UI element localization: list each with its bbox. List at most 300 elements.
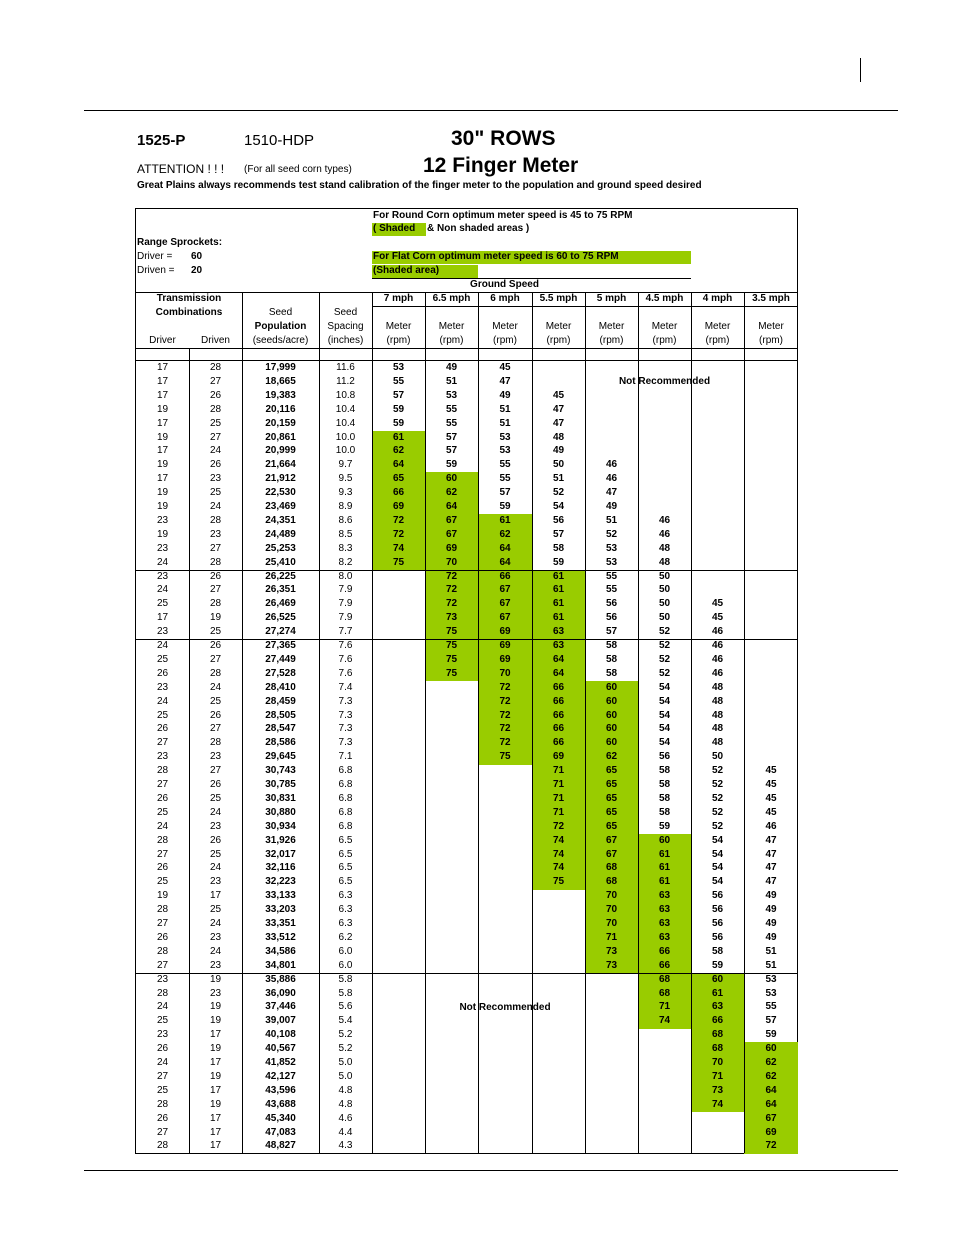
cell-driver: 25 <box>156 709 169 721</box>
cell-rpm: 62 <box>499 528 511 540</box>
cell-rpm: 56 <box>711 931 724 943</box>
model-a: 1525-P <box>137 132 186 149</box>
cell-rpm: 67 <box>499 584 511 596</box>
table-row <box>136 597 798 611</box>
cell-driven: 19 <box>209 973 222 985</box>
cell-driver: 19 <box>156 487 169 499</box>
speed-heading: 4.5 mph <box>645 293 684 304</box>
cell-rpm: 57 <box>605 626 618 638</box>
cell-spacing: 7.9 <box>338 612 353 624</box>
cell-spacing: 5.2 <box>338 1043 353 1055</box>
cell-rpm: 47 <box>765 848 777 860</box>
cell-rpm: 60 <box>605 695 618 707</box>
model-b: 1510-HDP <box>244 132 315 149</box>
cell-spacing: 5.4 <box>338 1015 353 1027</box>
cell-driver: 23 <box>156 570 169 582</box>
cell-rpm: 46 <box>711 653 724 665</box>
cell-population: 19,383 <box>265 389 296 401</box>
table-row <box>136 1098 798 1112</box>
cell-population: 21,912 <box>265 473 296 485</box>
cell-driver: 19 <box>156 459 169 471</box>
cell-rpm: 59 <box>711 959 724 971</box>
cell-spacing: 10.4 <box>335 417 356 429</box>
rpm-heading: (rpm) <box>439 335 464 346</box>
table-row <box>136 861 798 875</box>
cell-rpm: 60 <box>605 681 618 693</box>
cell-driven: 19 <box>209 1015 222 1027</box>
cell-driver: 19 <box>156 528 169 540</box>
cell-driver: 27 <box>156 737 169 749</box>
header-top-rule <box>136 292 798 293</box>
cell-driven: 17 <box>209 1112 222 1124</box>
table-row <box>136 834 798 848</box>
table-row <box>136 458 798 472</box>
table-row <box>136 973 798 987</box>
cell-driven: 25 <box>209 904 222 916</box>
cell-rpm: 55 <box>445 417 458 429</box>
cell-rpm: 52 <box>605 528 618 540</box>
cell-rpm: 72 <box>765 1140 777 1152</box>
cell-population: 26,351 <box>265 584 296 596</box>
cell-driver: 23 <box>156 626 169 638</box>
meter-heading: Meter <box>492 321 518 332</box>
cell-spacing: 7.1 <box>338 751 353 763</box>
cell-driven: 24 <box>209 681 222 693</box>
cell-rpm: 70 <box>605 918 618 929</box>
cell-spacing: 7.4 <box>338 681 353 693</box>
cell-rpm: 63 <box>552 626 565 638</box>
cell-rpm: 49 <box>765 890 777 902</box>
cell-rpm: 72 <box>392 528 405 540</box>
cell-spacing: 8.2 <box>338 556 353 568</box>
meter-heading: Meter <box>545 321 572 332</box>
cell-rpm: 59 <box>499 501 511 512</box>
table-row <box>136 542 798 556</box>
cell-spacing: 7.6 <box>338 640 353 651</box>
cell-rpm: 71 <box>605 931 618 943</box>
cell-rpm: 47 <box>765 876 777 888</box>
cell-population: 27,449 <box>265 653 296 665</box>
cell-driver: 28 <box>156 834 169 846</box>
cell-rpm: 54 <box>658 723 671 735</box>
cell-rpm: 62 <box>765 1070 777 1082</box>
cell-rpm: 72 <box>445 570 458 582</box>
cell-rpm: 51 <box>765 959 777 971</box>
cell-spacing: 6.3 <box>338 918 353 929</box>
cell-driven: 25 <box>209 626 222 638</box>
cell-rpm: 46 <box>711 640 724 651</box>
cell-population: 20,999 <box>265 445 296 457</box>
cell-population: 23,469 <box>265 501 296 512</box>
cell-spacing: 6.8 <box>338 765 353 777</box>
rpm-heading: (rpm) <box>493 335 517 346</box>
cell-rpm: 63 <box>552 640 565 651</box>
cell-rpm: 49 <box>445 362 458 373</box>
cell-driven: 23 <box>209 959 222 971</box>
cell-rpm: 54 <box>658 681 671 693</box>
legend-shaded: ( Shaded <box>373 223 416 234</box>
cell-population: 20,116 <box>265 403 296 415</box>
cell-rpm: 50 <box>552 459 565 471</box>
cell-rpm: 57 <box>445 431 458 443</box>
driven-sprocket-label: Driven = <box>137 265 175 276</box>
cell-driver: 28 <box>156 904 169 916</box>
table-row <box>136 959 798 973</box>
meter-heading: Meter <box>438 321 465 332</box>
cell-rpm: 67 <box>445 514 458 526</box>
rpm-heading: (rpm) <box>546 335 571 346</box>
cell-driver: 27 <box>156 1070 169 1082</box>
cell-rpm: 57 <box>552 528 565 540</box>
cell-rpm: 56 <box>711 904 724 916</box>
cell-rpm: 56 <box>711 890 724 902</box>
cell-rpm: 52 <box>552 487 565 499</box>
cell-spacing: 11.2 <box>336 375 355 387</box>
cell-driven: 28 <box>209 514 222 526</box>
driver-heading: Driver <box>149 335 176 346</box>
table-row <box>136 472 798 486</box>
cell-rpm: 71 <box>552 806 565 818</box>
cell-population: 32,223 <box>265 876 296 888</box>
cell-rpm: 75 <box>392 556 405 568</box>
cell-rpm: 53 <box>499 445 511 457</box>
cell-rpm: 51 <box>499 403 511 415</box>
cell-spacing: 4.3 <box>338 1140 353 1152</box>
cell-rpm: 64 <box>765 1098 777 1110</box>
cell-driver: 26 <box>156 667 169 679</box>
cell-rpm: 66 <box>552 681 565 693</box>
legend-non-shaded: & Non shaded areas ) <box>427 223 530 234</box>
cell-spacing: 6.5 <box>338 848 353 860</box>
speed-heading: 6 mph <box>490 293 520 304</box>
cell-rpm: 50 <box>658 612 671 624</box>
seed-spacing-heading-2: Spacing <box>327 321 364 332</box>
cell-spacing: 7.3 <box>338 737 353 749</box>
cell-driver: 28 <box>156 1098 169 1110</box>
meter-heading: Meter <box>704 321 731 332</box>
cell-population: 20,861 <box>265 431 296 443</box>
cell-rpm: 46 <box>658 528 671 540</box>
cell-rpm: 52 <box>658 640 671 651</box>
cell-driven: 26 <box>209 709 222 721</box>
cell-rpm: 47 <box>765 862 777 874</box>
cell-rpm: 51 <box>552 473 565 485</box>
rpm-heading: (rpm) <box>705 335 730 346</box>
cell-rpm: 47 <box>605 487 618 499</box>
table-row <box>136 1126 798 1140</box>
cell-rpm: 64 <box>445 501 458 512</box>
cell-population: 30,785 <box>265 779 296 790</box>
cell-rpm: 46 <box>711 626 724 638</box>
cell-population: 42,127 <box>265 1070 296 1082</box>
legend-flat-corn: For Flat Corn optimum meter speed is 60 to 75 RPM <box>373 251 619 262</box>
cell-driver: 23 <box>156 1029 169 1041</box>
cell-spacing: 8.5 <box>338 528 353 540</box>
cell-population: 20,159 <box>265 417 296 429</box>
cell-rpm: 69 <box>499 653 511 665</box>
table-row <box>136 639 798 653</box>
cell-spacing: 6.8 <box>338 806 353 818</box>
table-row <box>136 806 798 820</box>
cell-rpm: 75 <box>499 751 511 763</box>
cell-population: 30,934 <box>265 820 296 832</box>
cell-population: 26,225 <box>265 570 296 582</box>
cell-rpm: 72 <box>499 737 511 749</box>
table-row <box>136 431 798 445</box>
cell-rpm: 70 <box>499 667 511 679</box>
cell-driven: 19 <box>209 1001 222 1013</box>
cell-rpm: 64 <box>552 653 565 665</box>
cell-rpm: 71 <box>552 779 565 790</box>
cell-rpm: 68 <box>605 876 618 888</box>
cell-rpm: 58 <box>658 765 671 777</box>
cell-spacing: 4.6 <box>338 1112 353 1124</box>
cell-driver: 28 <box>156 765 169 777</box>
cell-rpm: 63 <box>711 1001 724 1013</box>
cell-rpm: 54 <box>552 501 565 512</box>
cell-rpm: 52 <box>658 626 671 638</box>
table-row <box>136 750 798 764</box>
cell-driven: 17 <box>209 890 222 902</box>
cell-rpm: 55 <box>445 403 458 415</box>
cell-rpm: 66 <box>552 695 565 707</box>
speed-heading: 5 mph <box>596 293 627 304</box>
cell-driver: 24 <box>156 695 169 707</box>
title-meter: 12 Finger Meter <box>423 154 579 177</box>
table-row <box>136 1112 798 1126</box>
cell-driver: 28 <box>156 945 169 957</box>
cell-rpm: 53 <box>605 542 618 554</box>
cell-rpm: 68 <box>711 1043 724 1055</box>
cell-rpm: 66 <box>658 959 671 971</box>
cell-population: 34,801 <box>265 959 296 971</box>
cell-driven: 27 <box>209 584 222 596</box>
table-row <box>136 695 798 709</box>
cell-driven: 17 <box>209 1029 222 1041</box>
cell-spacing: 4.8 <box>338 1098 353 1110</box>
cell-rpm: 60 <box>445 473 458 485</box>
table-row <box>136 653 798 667</box>
cell-spacing: 8.3 <box>338 542 353 554</box>
cell-rpm: 46 <box>711 667 724 679</box>
cell-rpm: 69 <box>445 542 458 554</box>
cell-rpm: 72 <box>552 820 565 832</box>
table-row <box>136 667 798 681</box>
table-row <box>136 1070 798 1084</box>
cell-rpm: 66 <box>499 570 511 582</box>
cell-rpm: 65 <box>605 792 618 804</box>
cell-population: 28,547 <box>265 723 296 735</box>
table-row <box>136 1139 798 1153</box>
cell-rpm: 47 <box>552 403 565 415</box>
meter-heading: Meter <box>385 321 412 332</box>
cell-rpm: 58 <box>658 779 671 790</box>
cell-rpm: 45 <box>552 389 565 401</box>
cell-rpm: 73 <box>605 959 618 971</box>
cell-population: 40,567 <box>265 1043 296 1055</box>
cell-spacing: 7.3 <box>338 723 353 735</box>
cell-rpm: 71 <box>552 792 565 804</box>
table-row <box>136 889 798 903</box>
cell-population: 48,827 <box>265 1140 296 1152</box>
cell-spacing: 9.5 <box>338 473 353 485</box>
rpm-heading: (rpm) <box>759 335 783 346</box>
cell-rpm: 61 <box>658 862 671 874</box>
cell-driven: 23 <box>209 528 222 540</box>
cell-driver: 24 <box>156 1057 169 1068</box>
cell-rpm: 68 <box>658 973 671 985</box>
cell-spacing: 5.2 <box>338 1029 353 1041</box>
cell-rpm: 66 <box>552 723 565 735</box>
table-row <box>136 1014 798 1028</box>
cell-rpm: 64 <box>392 459 405 471</box>
cell-rpm: 59 <box>392 417 405 429</box>
cell-rpm: 46 <box>605 459 618 471</box>
page-marker-line <box>860 58 861 82</box>
cell-rpm: 66 <box>552 737 565 749</box>
cell-rpm: 66 <box>392 487 405 499</box>
cell-rpm: 65 <box>392 473 405 485</box>
cell-rpm: 70 <box>605 890 618 902</box>
cell-spacing: 5.6 <box>338 1001 353 1013</box>
cell-driver: 19 <box>156 501 169 512</box>
cell-rpm: 49 <box>765 904 777 916</box>
cell-rpm: 52 <box>711 765 724 777</box>
cell-population: 27,365 <box>265 640 296 651</box>
cell-rpm: 67 <box>445 528 458 540</box>
table-row <box>136 556 798 570</box>
cell-spacing: 5.8 <box>338 973 353 985</box>
cell-population: 17,999 <box>265 362 296 373</box>
cell-spacing: 7.7 <box>338 626 353 638</box>
cell-rpm: 66 <box>658 945 671 957</box>
cell-rpm: 60 <box>765 1043 777 1055</box>
cell-population: 43,688 <box>265 1098 296 1110</box>
cell-rpm: 56 <box>605 612 618 624</box>
cell-spacing: 5.0 <box>338 1057 353 1068</box>
cell-driven: 24 <box>209 445 222 457</box>
table-row <box>136 903 798 917</box>
cell-rpm: 64 <box>499 542 511 554</box>
cell-population: 18,665 <box>265 375 296 387</box>
cell-rpm: 58 <box>605 667 618 679</box>
cell-population: 25,410 <box>265 556 296 568</box>
cell-rpm: 49 <box>765 931 777 943</box>
cell-driver: 27 <box>156 918 169 929</box>
cell-population: 21,664 <box>265 459 296 471</box>
cell-rpm: 62 <box>605 751 618 763</box>
cell-rpm: 48 <box>658 542 671 554</box>
cell-rpm: 69 <box>499 626 511 638</box>
cell-rpm: 49 <box>605 501 618 512</box>
cell-driver: 25 <box>156 653 169 665</box>
cell-rpm: 75 <box>445 667 458 679</box>
cell-driver: 26 <box>156 862 169 874</box>
cell-rpm: 56 <box>711 918 724 929</box>
cell-driver: 19 <box>156 890 169 902</box>
cell-driven: 27 <box>209 431 222 443</box>
cell-spacing: 5.0 <box>338 1070 353 1082</box>
cell-rpm: 67 <box>605 848 618 860</box>
cell-driver: 17 <box>156 445 169 457</box>
table-row <box>136 931 798 945</box>
cell-rpm: 54 <box>658 737 671 749</box>
cell-driver: 23 <box>156 973 169 985</box>
attention-label: ATTENTION ! ! ! <box>137 162 225 176</box>
cell-spacing: 6.3 <box>338 904 353 916</box>
cell-rpm: 48 <box>711 681 724 693</box>
cell-spacing: 7.3 <box>338 709 353 721</box>
cell-population: 28,410 <box>265 681 296 693</box>
table-row <box>136 403 798 417</box>
cell-rpm: 68 <box>711 1029 724 1041</box>
cell-driven: 28 <box>209 362 222 373</box>
cell-rpm: 55 <box>499 473 511 485</box>
cell-spacing: 7.6 <box>338 653 353 665</box>
cell-rpm: 48 <box>711 695 724 707</box>
cell-rpm: 64 <box>499 556 511 568</box>
cell-rpm: 61 <box>658 848 671 860</box>
cell-rpm: 71 <box>552 765 565 777</box>
cell-rpm: 51 <box>445 375 458 387</box>
cell-spacing: 6.5 <box>338 862 353 874</box>
meter-heading: Meter <box>651 321 678 332</box>
cell-driven: 28 <box>209 598 222 610</box>
cell-population: 32,116 <box>265 862 296 874</box>
cell-population: 25,253 <box>265 542 296 554</box>
cell-driven: 27 <box>209 653 222 665</box>
cell-population: 26,525 <box>265 612 296 624</box>
speed-heading: 5.5 mph <box>539 293 578 304</box>
cell-spacing: 4.4 <box>338 1126 353 1138</box>
table-row <box>136 625 798 639</box>
cell-spacing: 8.9 <box>338 501 353 512</box>
legend-round-corn: For Round Corn optimum meter speed is 45 to 75 RPM <box>373 210 633 221</box>
cell-population: 35,886 <box>265 973 296 985</box>
table-row <box>136 764 798 778</box>
table-row <box>136 361 798 375</box>
cell-rpm: 57 <box>765 1015 777 1027</box>
cell-rpm: 63 <box>658 890 671 902</box>
cell-rpm: 54 <box>658 709 671 721</box>
cell-rpm: 63 <box>658 931 671 943</box>
header-bottom-rule <box>136 348 798 349</box>
cell-spacing: 6.0 <box>338 945 353 957</box>
table-row <box>136 417 798 431</box>
cell-rpm: 66 <box>552 709 565 721</box>
cell-rpm: 53 <box>605 556 618 568</box>
cell-rpm: 51 <box>499 417 511 429</box>
cell-rpm: 49 <box>552 445 565 457</box>
cell-driven: 23 <box>209 473 222 485</box>
table-row <box>136 444 798 458</box>
cell-driver: 28 <box>156 987 169 999</box>
cell-rpm: 61 <box>552 612 565 624</box>
speed-heading: 4 mph <box>702 293 733 304</box>
cell-rpm: 60 <box>605 709 618 721</box>
cell-population: 22,530 <box>265 487 296 499</box>
cell-population: 28,586 <box>265 737 296 749</box>
cell-rpm: 57 <box>445 445 458 457</box>
table-row <box>136 570 798 584</box>
cell-rpm: 54 <box>658 695 671 707</box>
table-row <box>136 1042 798 1056</box>
cell-rpm: 48 <box>711 723 724 735</box>
table-row <box>136 848 798 862</box>
cell-rpm: 72 <box>499 695 511 707</box>
cell-rpm: 63 <box>658 904 671 916</box>
cell-population: 27,274 <box>265 626 296 638</box>
